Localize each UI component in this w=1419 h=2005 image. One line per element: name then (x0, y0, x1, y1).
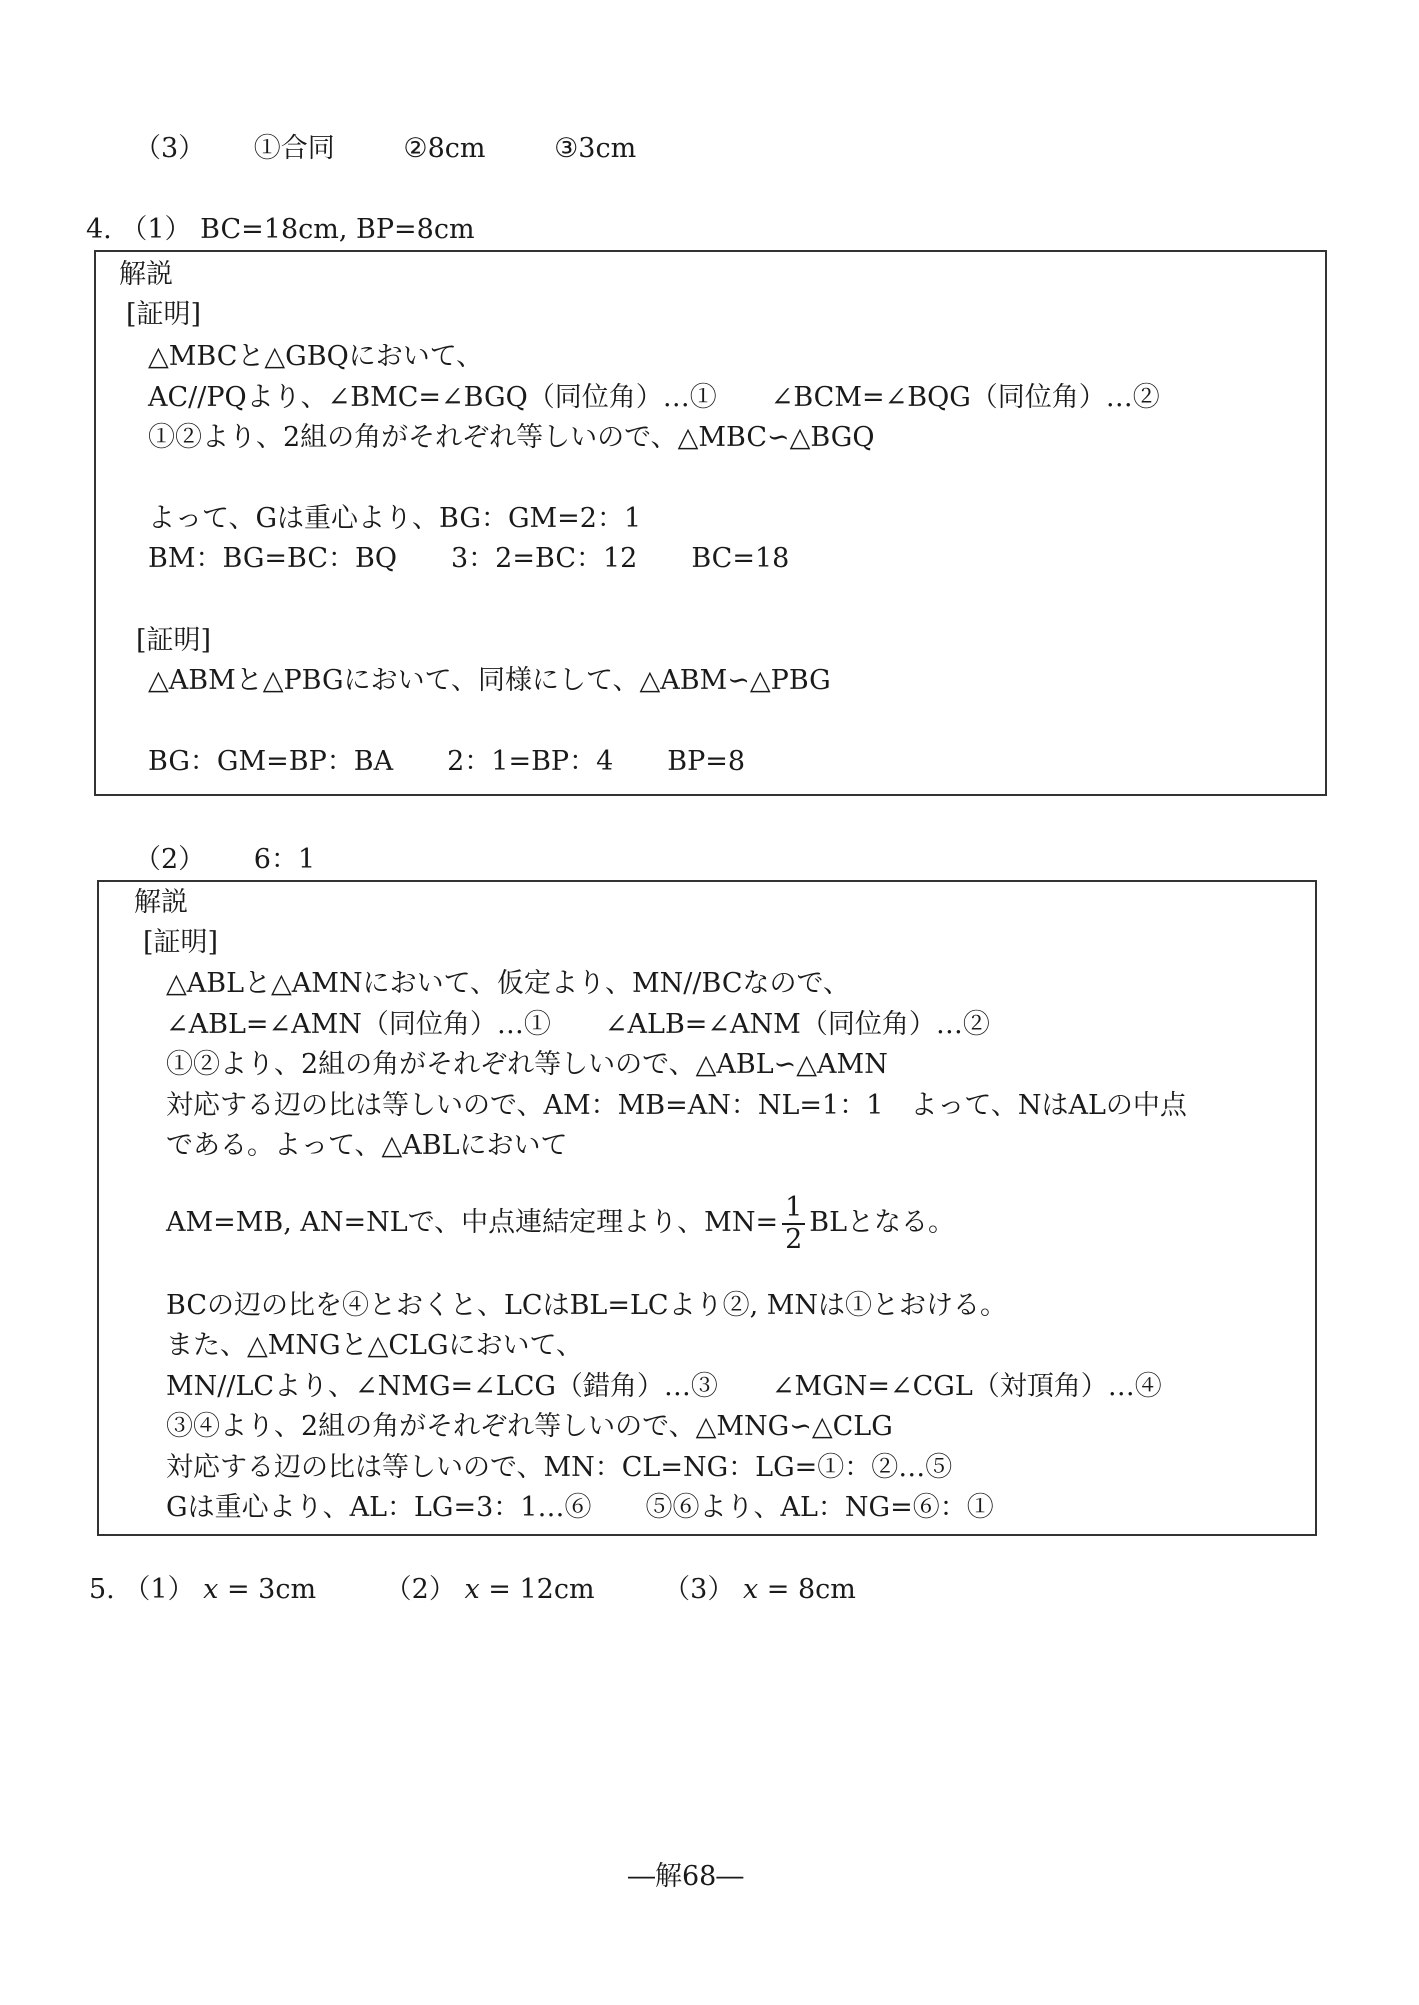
q5-part-var: x (464, 1574, 480, 1605)
q4-p2-line: 対応する辺の比は等しいので、AM：MB=AN：NL=1：1 よって、NはALの中点 (166, 1090, 1187, 1121)
q4-p2-box-title: 解説 (134, 887, 188, 918)
q4-p1-calc1-line: よって、Gは重心より、BG：GM=2：1 (148, 503, 642, 534)
q4-p1-proof1-line: ①②より、2組の角がそれぞれ等しいので、△MBC∽△BGQ (148, 422, 875, 453)
q5-number: 5. (89, 1574, 115, 1605)
q4-p1-answer: BC=18cm, BP=8cm (200, 214, 475, 245)
q5-part-value: = 12cm (488, 1574, 595, 1605)
q3-label: （3） (134, 133, 206, 164)
q5-answers (89, 1573, 856, 1607)
q4-p2-fraction-line (166, 1188, 955, 1258)
q5-part-value: = 3cm (226, 1574, 317, 1605)
q4-p1-calc2-line: BG：GM=BP：BA 2：1=BP：4 BP=8 (148, 746, 746, 777)
q3-answer-1: ①合同 (253, 133, 335, 164)
q4-p2-line: △ABLと△AMNにおいて、仮定より、MN//BCなので、 (166, 968, 850, 999)
one-half-fraction (782, 1193, 805, 1255)
page-number: ―解68― (628, 1861, 744, 1892)
q4-p1-heading (86, 213, 475, 247)
q4-p2-line: ∠ABL=∠AMN（同位角）…① ∠ALB=∠ANM（同位角）…② (166, 1009, 990, 1040)
fraction-denominator: 2 (785, 1223, 803, 1255)
q4-p2-fraction-before: AM=MB, AN=NLで、中点連結定理より、MN= (166, 1207, 779, 1238)
q4-p2-heading (134, 843, 315, 877)
q4-p2-line: ③④より、2組の角がそれぞれ等しいので、△MNG∽△CLG (166, 1411, 893, 1442)
q4-p2-line: BCの辺の比を④とおくと、LCはBL=LCより②, MNは①とおける。 (166, 1290, 1008, 1321)
q5-part-value: = 8cm (766, 1574, 856, 1605)
q4-p1-proof2-header: [証明] (136, 625, 212, 656)
q4-p1-proof1-header: [証明] (126, 299, 202, 330)
q4-p2-label: （2） (134, 844, 206, 875)
q4-p2-line: である。よって、△ABLにおいて (166, 1130, 568, 1161)
q5-part-label: （2） (384, 1574, 456, 1605)
q4-p2-line: 対応する辺の比は等しいので、MN：CL=NG：LG=①：②…⑤ (166, 1452, 953, 1483)
fraction-numerator: 1 (782, 1193, 805, 1225)
q4-p1-proof1-line: △MBCと△GBQにおいて、 (148, 341, 484, 372)
q4-p1-box-title: 解説 (119, 259, 173, 290)
q4-p2-proof-header: [証明] (143, 927, 219, 958)
q3-answers (134, 132, 636, 166)
q5-part-var: x (203, 1574, 219, 1605)
q4-p1-proof1-line: AC//PQより、∠BMC=∠BGQ（同位角）…① ∠BCM=∠BQG（同位角）…② (148, 382, 1160, 413)
q4-p2-answer: 6：1 (253, 844, 316, 875)
q5-part-var: x (742, 1574, 759, 1605)
q3-answer-2: ②8cm (403, 133, 486, 164)
q4-p1-proof2-line: △ABMと△PBGにおいて、同様にして、△ABM∽△PBG (148, 665, 831, 696)
q4-p1-label: （1） (120, 214, 192, 245)
q3-answer-3: ③3cm (554, 133, 637, 164)
q4-p2-line: Gは重心より、AL：LG=3：1…⑥ ⑤⑥より、AL：NG=⑥：① (166, 1492, 994, 1523)
q5-part-label: （3） (663, 1574, 735, 1605)
q5-part-label: （1） (123, 1574, 195, 1605)
q4-p1-calc1-line: BM：BG=BC：BQ 3：2=BC：12 BC=18 (148, 543, 790, 574)
q4-p2-line: MN//LCより、∠NMG=∠LCG（錯角）…③ ∠MGN=∠CGL（対頂角）…④ (166, 1371, 1162, 1402)
q4-number: 4. (86, 214, 112, 245)
q4-p2-fraction-after: BLとなる。 (809, 1207, 956, 1238)
q4-p2-line: ①②より、2組の角がそれぞれ等しいので、△ABL∽△AMN (166, 1049, 888, 1080)
q4-p2-line: また、△MNGと△CLGにおいて、 (166, 1330, 583, 1361)
